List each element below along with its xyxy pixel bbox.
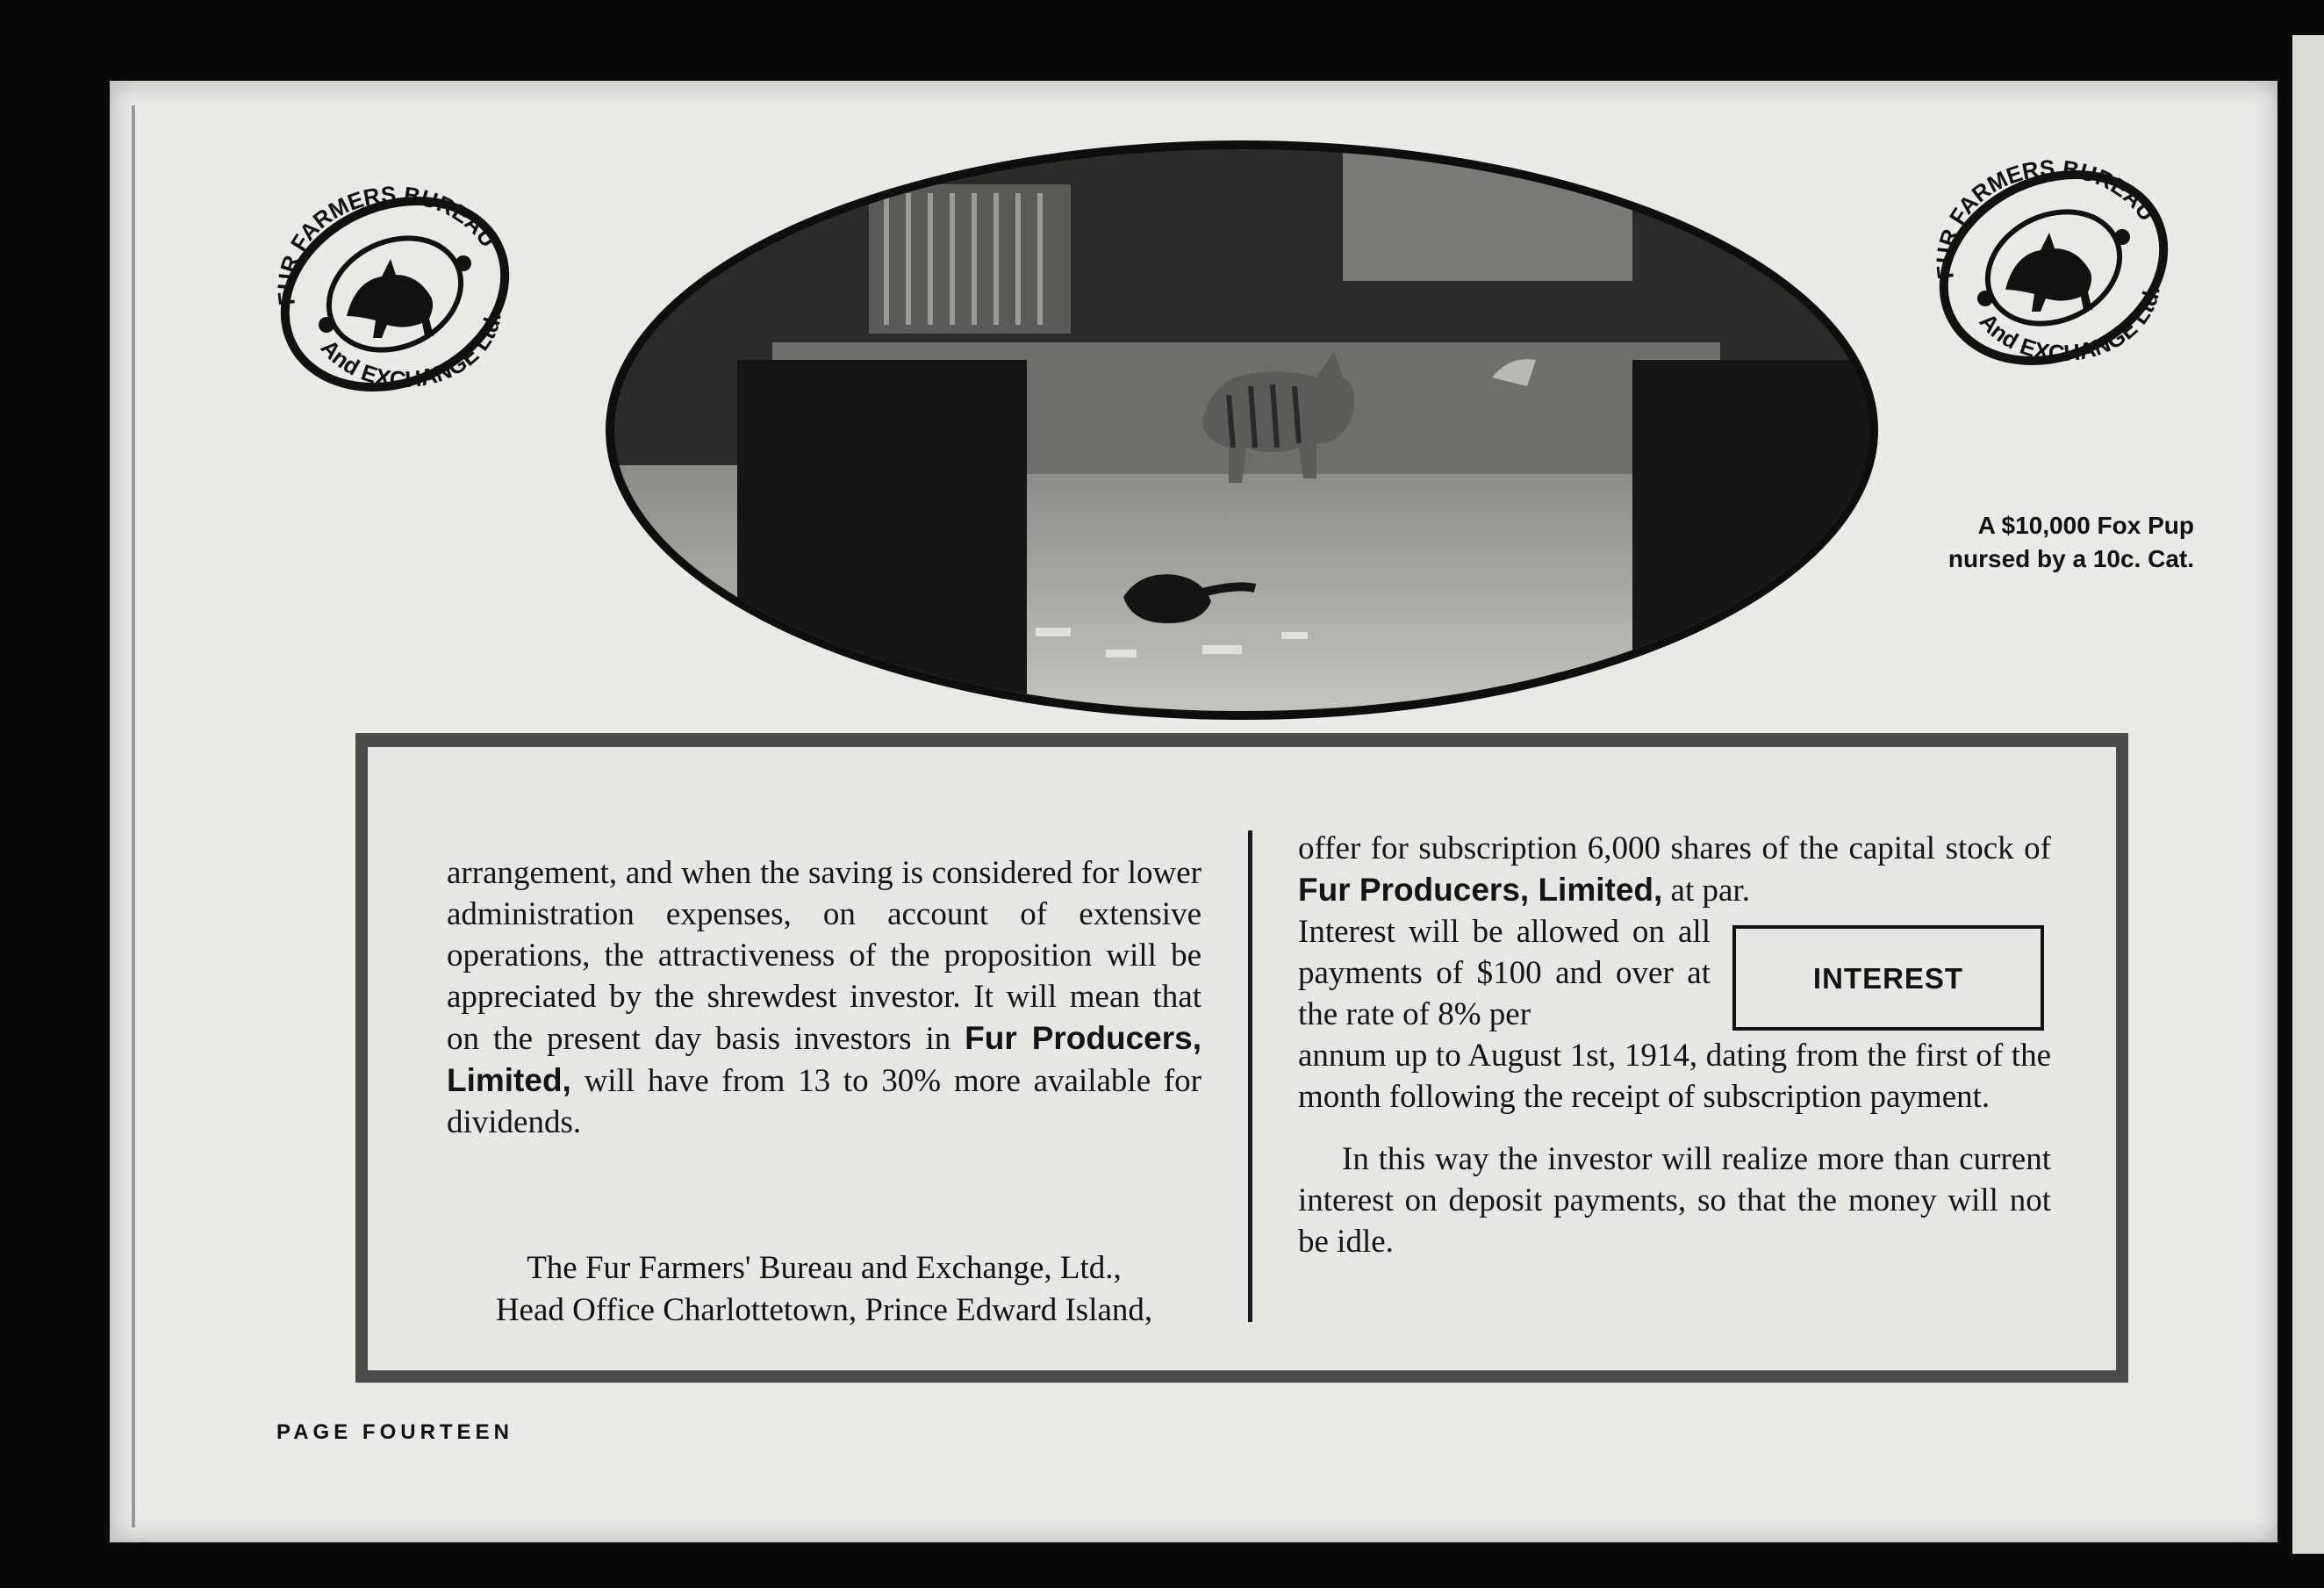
logo-seal-icon (263, 184, 527, 395)
caption-line-1: A $10,000 Fox Pup (1977, 512, 2194, 539)
offer-paragraph (1298, 828, 2051, 911)
logo-text-top: FUR FARMERS BUREAU (1931, 158, 2161, 281)
logo-text-bottom: And EXCHANGE Ltd. (1974, 284, 2165, 367)
offer-paragraph-start: offer for subscription 6,000 shares of the capital stock of (1298, 830, 2051, 866)
interest-row (1298, 911, 2051, 1035)
fur-farmers-bureau-logo-left (263, 184, 527, 395)
fur-farmers-bureau-logo-right (1922, 158, 2185, 369)
company-address (447, 1247, 1201, 1332)
oval-photo-image (597, 132, 1887, 729)
logo-text-top: FUR FARMERS BUREAU (272, 184, 502, 307)
offer-paragraph-mid: at par. (1662, 873, 1750, 909)
left-paragraph-start: arrangement, and when the saving is considered for lower administration expenses, on account of extensive operations, the attractiveness of the proposition will be appreciated by the shrewdest investor. It will mean that on the present day basis investors in (447, 855, 1201, 1057)
fox-pup-and-cat-photo (597, 132, 1887, 729)
page-fold-line (132, 105, 135, 1527)
caption-line-2: nursed by a 10c. Cat. (1947, 545, 2194, 572)
logo-text-bottom: And EXCHANGE Ltd. (315, 311, 506, 393)
left-text-column (447, 852, 1201, 1143)
offer-paragraph-end: annum up to August 1st, 1914, dating from the first of the month following the receipt of subscription payment. (1298, 1038, 2051, 1115)
column-divider (1248, 830, 1252, 1322)
adjacent-page-edge (2292, 35, 2324, 1554)
left-paragraph (447, 852, 1201, 1143)
interest-label-box: INTEREST (1732, 925, 2044, 1031)
interest-terms-text: Interest will be allowed on all payments of $100 and over at the rate of 8% per (1298, 914, 1711, 1032)
logo-seal-icon (1922, 158, 2185, 369)
photo-caption (1878, 509, 2194, 576)
right-text-column (1298, 828, 2051, 1262)
left-paragraph-end: will have from 13 to 30% more available for dividends. (447, 1063, 1201, 1140)
address-line-1: The Fur Farmers' Bureau and Exchange, Ltd., (527, 1250, 1122, 1286)
page-number: PAGE FOURTEEN (276, 1420, 513, 1444)
offer-text-frame (355, 733, 2128, 1383)
company-name-bold: Fur Producers, Limited, (447, 1020, 1201, 1098)
investor-paragraph: In this way the investor will realize more than current interest on deposit payments, so that the money will not be idle. (1298, 1141, 2051, 1260)
address-line-2: Head Office Charlottetown, Prince Edward Island, (495, 1292, 1153, 1328)
company-name-bold: Fur Producers, Limited, (1298, 872, 1663, 908)
